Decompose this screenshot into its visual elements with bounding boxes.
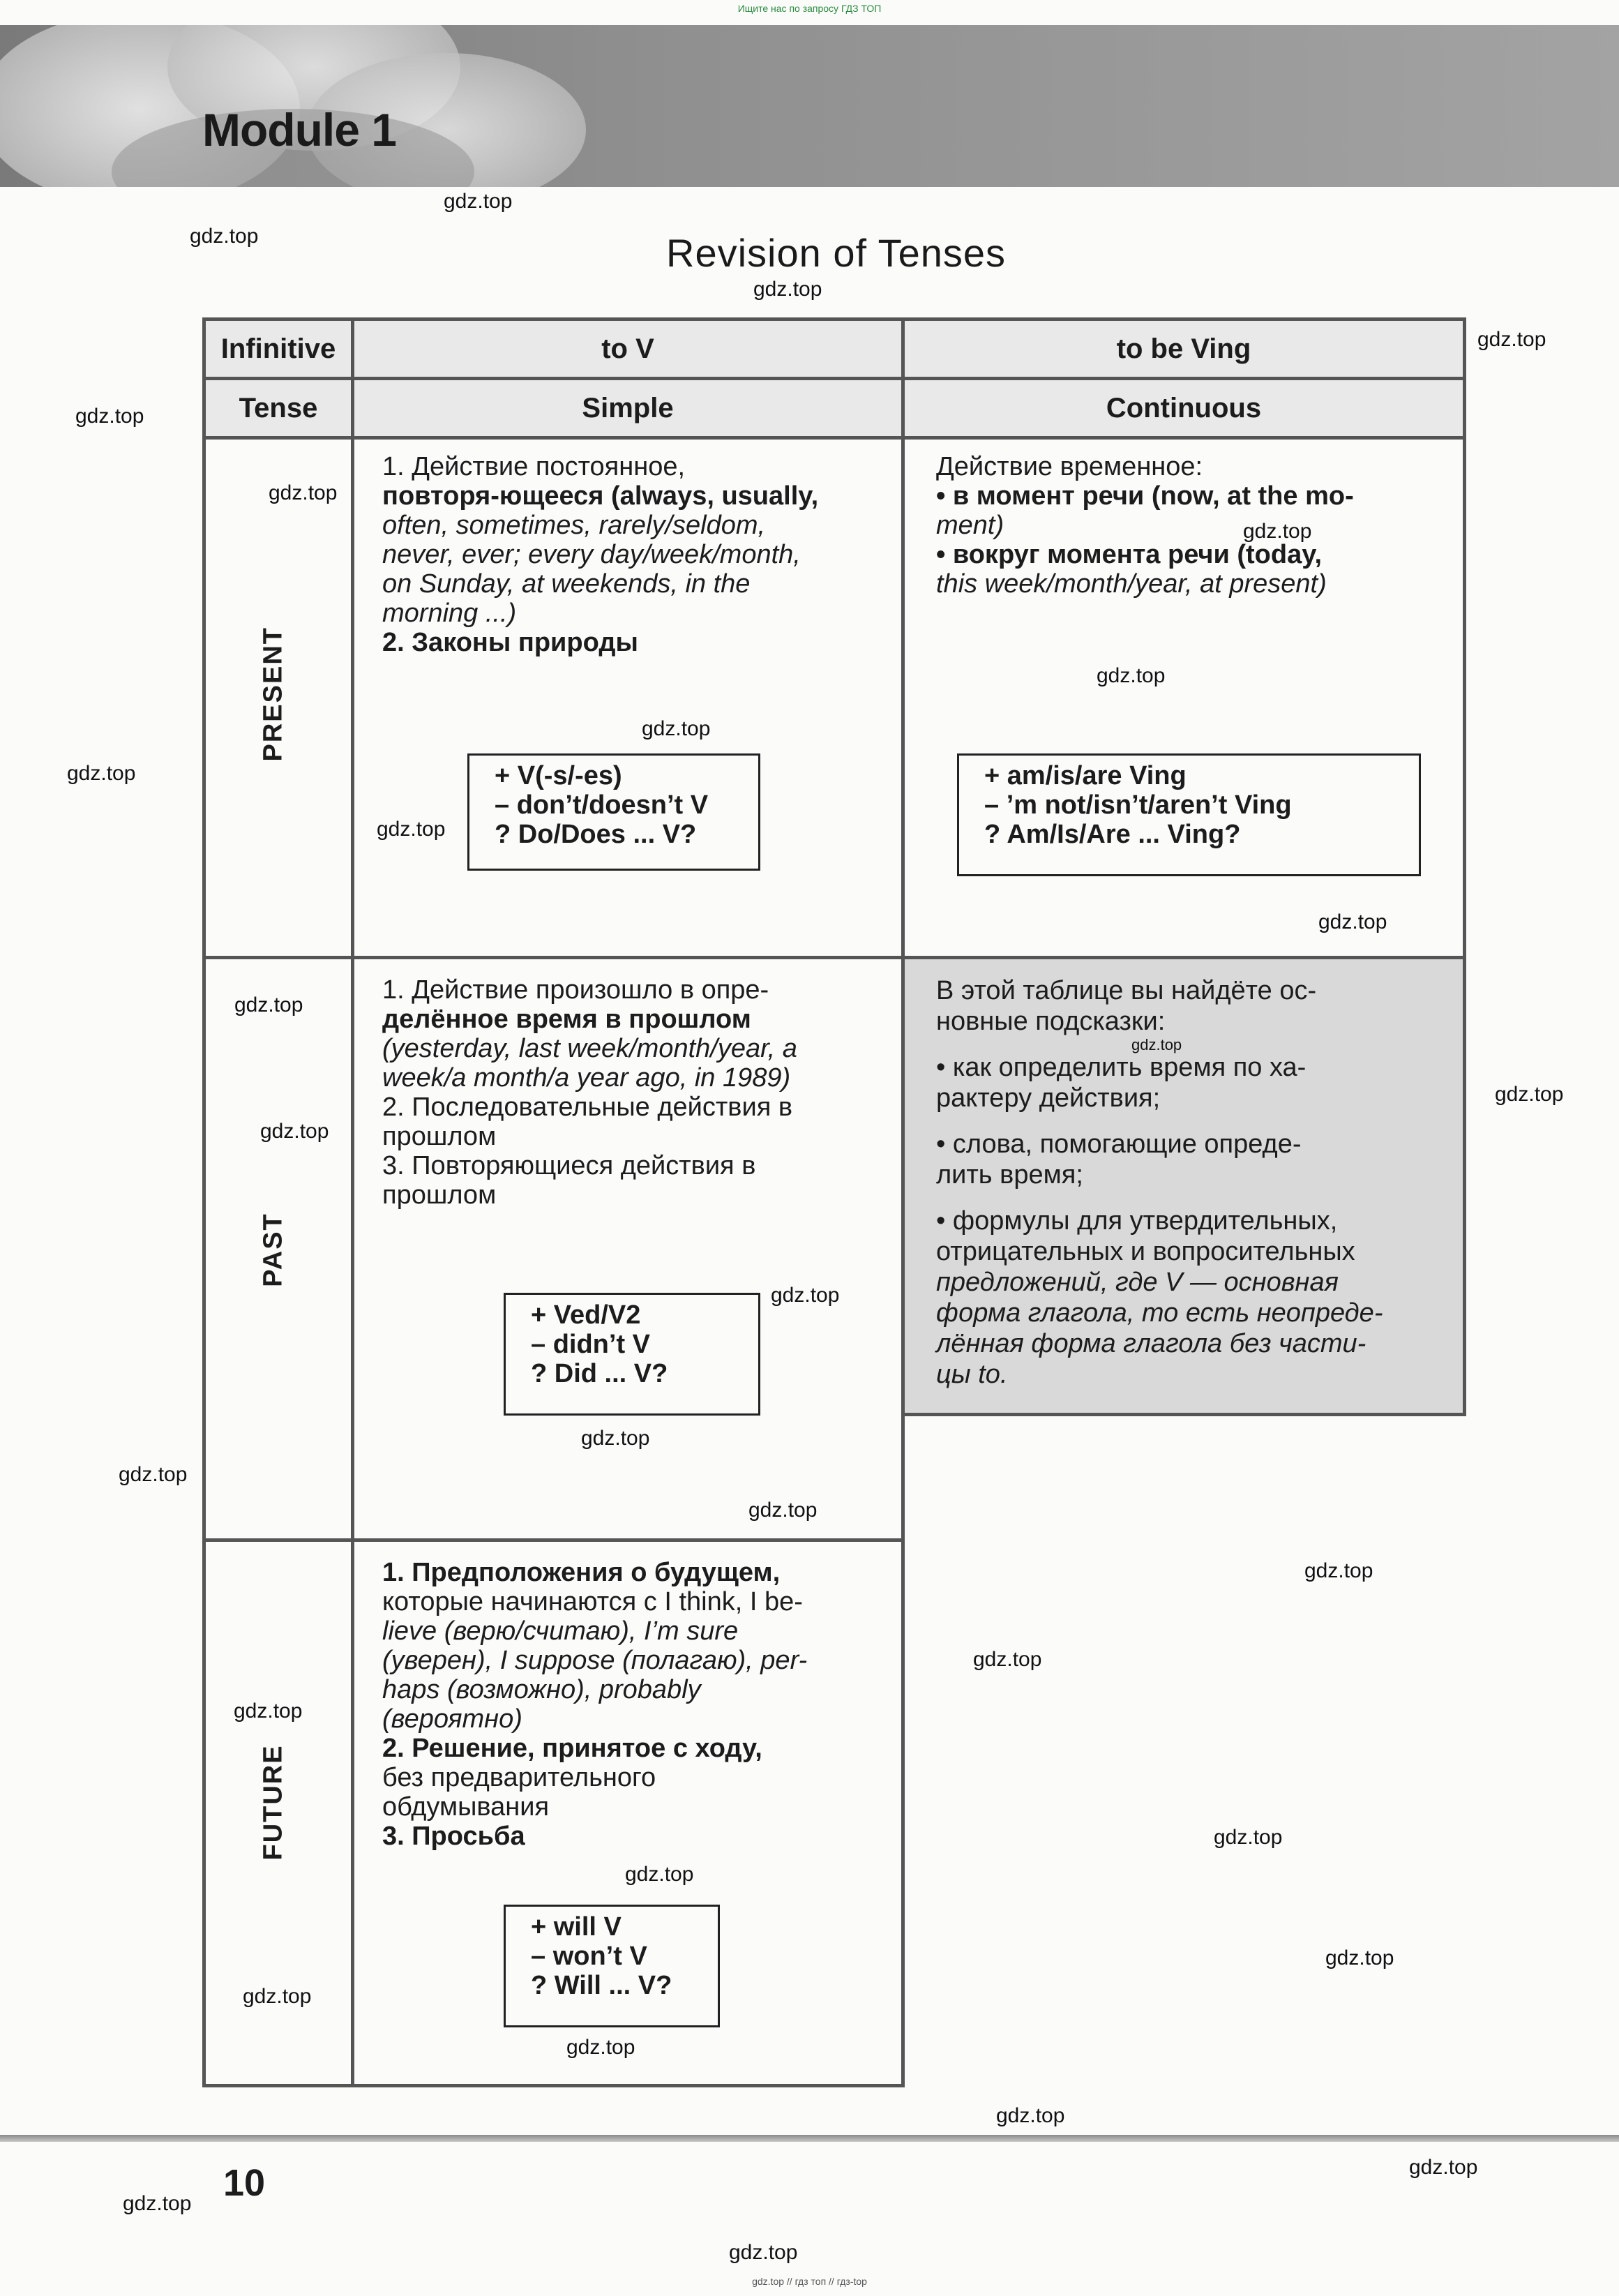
formula-line: – don’t/doesn’t V (495, 790, 709, 820)
formula-line: ? Will ... V? (531, 1971, 672, 2000)
watermark: gdz.top (973, 1648, 1042, 1671)
text-line: отрицательных и вопросительных (936, 1237, 1355, 1266)
text-line: never, ever; every day/week/month, (382, 540, 801, 569)
page-title: Revision of Tenses (666, 231, 1006, 275)
future-simple-text (382, 1558, 884, 1851)
watermark: gdz.top (1325, 1946, 1394, 1969)
text-line: (вероятно) (382, 1704, 522, 1734)
watermark: gdz.top (1097, 664, 1166, 687)
text-line: • формулы для утвердительных, (936, 1206, 1338, 1236)
text-line: лённая форма глагола без части- (936, 1329, 1366, 1358)
watermark: gdz.top (1477, 328, 1546, 351)
text-line: 2. Решение, принятое с ходу, (382, 1734, 762, 1763)
watermark: gdz.top (581, 1427, 650, 1450)
blank-area (905, 1416, 1470, 2093)
text-line: often, sometimes, rarely/seldom, (382, 511, 766, 540)
watermark: gdz.top (234, 1700, 303, 1723)
text-line: обдумывания (382, 1792, 550, 1822)
top-note: Ищите нас по запросу ГДЗ ТОП (737, 3, 882, 14)
watermark: gdz.top (566, 2036, 635, 2059)
text-line: повторя-ющееся (always, usually, (382, 481, 819, 511)
past-simple-text (382, 975, 884, 1210)
formula-line: – won’t V (531, 1942, 647, 1971)
formula-line: ? Am/Is/Are ... Ving? (984, 820, 1241, 849)
watermark: gdz.top (1318, 910, 1387, 933)
watermark: gdz.top (625, 1863, 694, 1886)
text-line: haps (возможно), probably (382, 1675, 701, 1704)
formula-line: – ’m not/isn’t/aren’t Ving (984, 790, 1292, 820)
watermark: gdz.top (67, 762, 136, 785)
watermark: gdz.top (1304, 1559, 1373, 1582)
text-line: 2. Последовательные действия в (382, 1093, 793, 1122)
text-line: лить время; (936, 1160, 1083, 1190)
text-line: this week/month/year, at present) (936, 569, 1327, 599)
present-simple-text (382, 452, 884, 657)
text-line: В этой таблице вы найдёте ос- (936, 976, 1317, 1005)
text-line: • слова, помогающие опреде- (936, 1130, 1302, 1159)
text-line: ment) (936, 511, 1004, 540)
header-to-be-ving: to be Ving (905, 321, 1463, 377)
formula-line: + V(-s/-es) (495, 761, 622, 790)
watermark: gdz.top (1214, 1826, 1283, 1849)
present-continuous-formula (957, 753, 1421, 876)
present-label: PRESENT (258, 626, 288, 762)
text-line: 3. Повторяющиеся действия в (382, 1151, 756, 1180)
text-line: • в момент речи (now, at the mo- (936, 481, 1354, 511)
text-line: предложений, где V — основная (936, 1268, 1339, 1297)
bottom-note: gdz.top // гдз топ // гдз-top (752, 2276, 867, 2287)
header-simple: Simple (354, 380, 901, 436)
present-simple-formula (467, 753, 760, 871)
text-line: рактеру действия; (936, 1083, 1161, 1113)
formula-line: – didn’t V (531, 1330, 650, 1359)
watermark: gdz.top (1243, 520, 1312, 543)
text-line: (уверен), I suppose (полагаю), per- (382, 1646, 808, 1675)
watermark: gdz.top (642, 717, 711, 740)
watermark: gdz.top (377, 818, 446, 841)
future-label: FUTURE (258, 1744, 288, 1861)
watermark: gdz.top (753, 278, 822, 301)
text-line: цы to. (936, 1360, 1008, 1389)
header-infinitive: Infinitive (206, 321, 351, 377)
text-line: lieve (верю/считаю), I’m sure (382, 1616, 739, 1646)
text-line: форма глагола, то есть неопреде- (936, 1298, 1383, 1328)
text-line: без предварительного (382, 1763, 656, 1792)
formula-line: ? Do/Does ... V? (495, 820, 697, 849)
header-to-v: to V (354, 321, 901, 377)
text-line: делённое время в прошлом (382, 1005, 751, 1034)
text-line: morning ...) (382, 599, 517, 628)
watermark: gdz.top (119, 1463, 188, 1486)
header-continuous: Continuous (905, 380, 1463, 436)
header-tense: Tense (206, 380, 351, 436)
watermark: gdz.top (996, 2104, 1065, 2127)
text-line: 2. Законы природы (382, 628, 638, 657)
watermark: gdz.top (444, 190, 513, 213)
watermark: gdz.top (1495, 1083, 1564, 1106)
formula-line: + am/is/are Ving (984, 761, 1187, 790)
watermark: gdz.top (269, 481, 338, 504)
text-line: которые начинаются с I think, I be- (382, 1587, 803, 1616)
watermark: gdz.top (190, 225, 259, 248)
text-line: 3. Просьба (382, 1822, 525, 1851)
watermark: gdz.top (234, 993, 303, 1016)
text-line: • вокруг момента речи (today, (936, 540, 1323, 569)
past-label: PAST (258, 1213, 288, 1287)
formula-line: ? Did ... V? (531, 1359, 668, 1388)
footer-line (0, 2135, 1619, 2142)
watermark: gdz.top (729, 2241, 798, 2264)
text-line: 1. Действие постоянное, (382, 452, 686, 481)
watermark: gdz.top (123, 2192, 192, 2215)
watermark: gdz.top (243, 1985, 312, 2008)
text-line: 1. Предположения о будущем, (382, 1558, 781, 1587)
future-simple-formula (504, 1905, 720, 2027)
text-line: • как определить время по ха- (936, 1053, 1307, 1082)
text-line: прошлом (382, 1180, 497, 1210)
watermark: gdz.top (771, 1284, 840, 1307)
text-line: (yesterday, last week/month/year, a (382, 1034, 797, 1063)
text-line: новные подсказки: (936, 1007, 1166, 1036)
formula-line: + will V (531, 1912, 622, 1942)
text-line: on Sunday, at weekends, in the (382, 569, 751, 599)
watermark: gdz.top (1409, 2156, 1478, 2179)
text-line: Действие временное: (936, 452, 1203, 481)
formula-line: + Ved/V2 (531, 1300, 641, 1330)
past-simple-formula (504, 1293, 760, 1416)
watermark: gdz.top (748, 1499, 818, 1522)
watermark: gdz.top (75, 405, 144, 428)
hint-text (936, 975, 1449, 1390)
present-continuous-text (936, 452, 1449, 599)
page-number: 10 (223, 2162, 266, 2204)
module-title: Module 1 (202, 104, 397, 156)
text-line: 1. Действие произошло в опре- (382, 975, 769, 1005)
watermark: gdz.top (1131, 1036, 1182, 1053)
text-line: week/a month/a year ago, in 1989) (382, 1063, 791, 1093)
watermark: gdz.top (260, 1120, 329, 1143)
text-line: прошлом (382, 1122, 497, 1151)
